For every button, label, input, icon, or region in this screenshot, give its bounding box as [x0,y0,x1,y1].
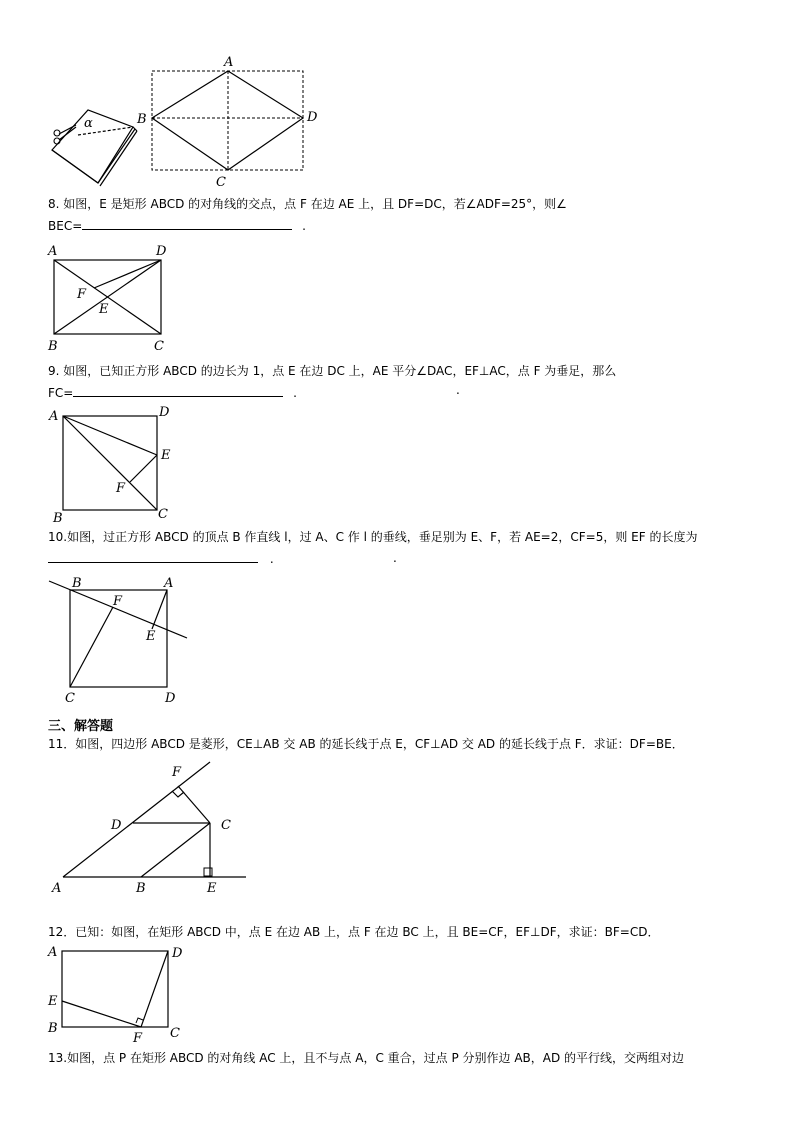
q11-figure [48,760,253,900]
label-b: B [137,112,147,127]
question-13 [48,1048,684,1069]
q8-text-line2-prefix: BEC= [48,219,83,233]
label-a: A [48,244,58,259]
segment-cf [70,607,113,687]
label-c: C [170,1026,180,1041]
question-8 [48,194,567,237]
segment-ae [152,590,167,629]
alpha-label: α [84,116,93,131]
q9-text-line1: 如图，已知正方形 ABCD 的边长为 1，点 E 在边 DC 上，AE 平分∠DAC，EF⊥AC，点 F 为垂足，那么 [63,364,617,378]
label-b: B [53,511,63,526]
q8-text-line1: 如图，E 是矩形 ABCD 的对角线的交点，点 F 在边 AE 上，且 DF=DC，若∠ADF=25°，则∠ [63,197,567,211]
label-d: D [307,110,318,125]
rhombus-abcd [152,71,303,170]
q11-text: 11．如图，四边形 ABCD 是菱形，CE⊥AB 交 AB 的延长线于点 E，CF⊥AD 交 AD 的延长线于点 F．求证：DF=BE． [48,737,684,751]
label-a: A [52,881,62,896]
side-bc [141,823,210,877]
q9-number: 9. [48,364,60,378]
label-f: F [77,287,87,302]
label-d: D [111,818,122,833]
right-angle-mark-e [204,868,212,876]
label-b: B [136,881,146,896]
label-e: E [161,448,171,463]
section-title: 三、解答题 [48,719,114,734]
label-c: C [158,507,168,522]
label-c: C [221,818,231,833]
q9-figure [46,404,181,526]
diagonal-ac [63,416,157,510]
q8-text-line2-suffix: . [302,219,306,233]
label-f: F [113,594,123,609]
label-f: F [133,1031,143,1046]
segment-fd [141,951,168,1027]
q9-answer-blank [73,382,283,397]
q10-stray-dot: . [393,551,397,565]
q8-figure [46,243,176,353]
segment-ef [130,455,157,482]
q9-text-line2-suffix: . [293,386,297,400]
right-angle-mark-f [136,1018,143,1023]
q9-stray-dot: . [456,383,460,397]
segment-ef [62,1001,141,1027]
segment-ae [63,416,157,455]
label-e: E [146,629,156,644]
q12-text: 12．已知：如图，在矩形 ABCD 中，点 E 在边 AB 上，点 F 在边 BC 上，且 BE=CF，EF⊥DF，求证：BF=CD． [48,925,660,939]
label-b: B [48,1021,58,1036]
label-b: B [48,339,58,354]
q10-text-line1: 如图，过正方形 ABCD 的顶点 B 作直线 l，过 A、C 作 l 的垂线，垂足别为 E、F，若 AE=2，CF=5，则 EF 的长度为 [67,530,698,544]
label-e: E [48,994,58,1009]
label-a: A [48,945,58,960]
question-12 [48,922,659,943]
q12-figure [46,944,186,1044]
label-a: A [164,576,174,591]
q10-figure [46,572,196,707]
question-11 [48,734,684,755]
label-d: D [172,946,183,961]
dashed-rectangle [152,71,303,170]
label-e: E [207,881,217,896]
right-angle-mark-f [172,791,184,797]
label-d: D [159,405,170,420]
label-b: B [72,576,82,591]
label-c: C [65,691,75,706]
q10-text-line2-suffix: . [269,552,274,566]
q9-text-line2-prefix: FC= [48,386,74,400]
label-d: D [156,244,167,259]
line-ad-extended [63,762,210,877]
label-c: C [216,175,226,190]
question-10 [48,527,697,570]
question-9 [48,361,616,404]
rectangle-abcd [62,951,168,1027]
label-a: A [49,409,59,424]
q8-answer-blank [82,215,292,230]
q8-number: 8. [48,197,60,211]
label-e: E [99,302,109,317]
label-a: A [224,55,234,70]
q10-answer-blank [48,548,258,563]
segment-cf [178,786,210,823]
q10-number: 10. [48,530,68,544]
label-d: D [165,691,176,706]
q7-figure [40,55,320,190]
label-f: F [116,481,126,496]
q13-text: 13.如图，点 P 在矩形 ABCD 的对角线 AC 上，且不与点 A，C 重合，过点 P 分别作边 AB，AD 的平行线，交两组对边 [48,1051,685,1065]
label-f: F [172,765,182,780]
label-c: C [154,339,164,354]
